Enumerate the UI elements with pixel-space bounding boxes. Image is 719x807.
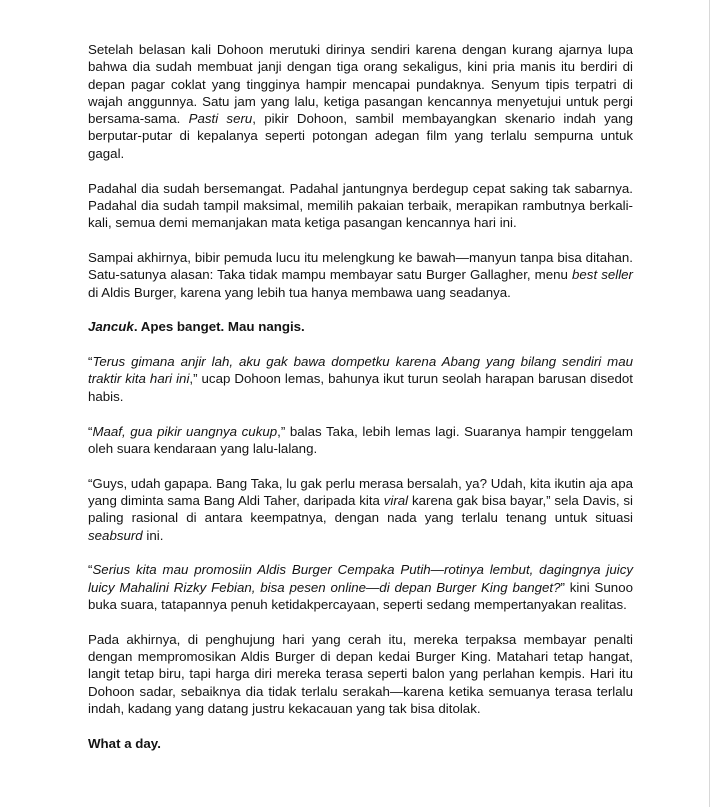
paragraph-8-text: ” kini Sunoo buka suara, tatapannya penuh ketidakpercayaan, seperti sedang mempertanyakan realitas.	[88, 579, 633, 612]
paragraph-7-italic-2: seabsurd	[88, 527, 143, 543]
paragraph-3	[88, 249, 633, 301]
paragraph-5-open-quote: “	[88, 354, 93, 370]
paragraph-1-italic: Pasti seru	[188, 111, 253, 127]
document-body	[88, 41, 633, 770]
paragraph-8-italic: Serius kita mau promosiin Aldis Burger Cempaka Putih—rotinya lembut, dagingnya juicy luicy Mahalini Rizky Febian, bisa pesen online—di depan Burger King banget?	[88, 562, 633, 595]
paragraph-7-dialogue	[88, 475, 633, 544]
page-edge-divider	[709, 0, 710, 807]
paragraph-6-text: ,” balas Taka, lebih lemas lagi. Suaranya hampir tenggelam oleh suara kendaraan yang lalu-lalang.	[88, 423, 633, 456]
paragraph-4-italic: Jancuk	[88, 319, 134, 335]
paragraph-3-italic: best seller	[572, 267, 633, 283]
paragraph-4-exclamation	[88, 318, 633, 335]
paragraph-9: Pada akhirnya, di penghujung hari yang cerah itu, mereka terpaksa membayar penalti dengan mempromosikan Aldis Burger di depan kedai Burger King. Matahari tetap hangat, langit tetap biru, tapi harga diri mereka terasa seperti balon yang perlahan kempis. Hari itu Dohoon sadar, sebaiknya dia tidak terlalu serakah—karena ketika semuanya terasa terlalu indah, kadang yang datang justru kekacauan yang tak bisa ditolak.	[88, 631, 633, 716]
paragraph-8-dialogue	[88, 561, 633, 613]
paragraph-1	[88, 41, 633, 162]
paragraph-8-open-quote: “	[88, 562, 93, 578]
paragraph-7-text-a: “Guys, udah gapapa. Bang Taka, lu gak perlu merasa bersalah, ya? Udah, kita ikutin aja apa yang diminta sama Bang Aldi Taher, daripada kita	[88, 475, 633, 508]
paragraph-3-text-b: di Aldis Burger, karena yang lebih tua hanya membawa uang seadanya.	[88, 284, 511, 300]
paragraph-2: Padahal dia sudah bersemangat. Padahal jantungnya berdegup cepat saking tak sabarnya. Padahal dia sudah tampil maksimal, memilih pakaian terbaik, merapikan rambutnya berkali-kali, semua demi memanjakan mata ketiga pasangan kencannya hari ini.	[88, 180, 633, 231]
paragraph-6-open-quote: “	[88, 423, 93, 439]
paragraph-6-italic: Maaf, gua pikir uangnya cukup	[92, 423, 278, 439]
paragraph-4-text: . Apes banget. Mau nangis.	[133, 319, 305, 335]
paragraph-5-italic: Terus gimana anjir lah, aku gak bawa dompetku karena Abang yang bilang sendiri mau traktir kita hari ini	[88, 354, 633, 387]
paragraph-6-dialogue	[88, 423, 633, 458]
paragraph-7-italic-1: viral	[383, 492, 409, 508]
paragraph-5-text: ,” ucap Dohoon lemas, bahunya ikut turun seolah harapan barusan disedot habis.	[88, 371, 633, 404]
paragraph-3-text-a: Sampai akhirnya, bibir pemuda lucu itu melengkung ke bawah—manyun tanpa bisa ditahan. Satu-satunya alasan: Taka tidak mampu membayar satu Burger Gallagher, menu	[88, 249, 633, 283]
closing-line: What a day.	[88, 735, 161, 751]
paragraph-7-text-b: karena gak bisa bayar,” sela Davis, si paling rasional di antara keempatnya, dengan nada yang terlalu tenang untuk situasi	[88, 492, 634, 526]
paragraph-1-text-b: , pikir Dohoon, sambil membayangkan skenario indah yang berputar-putar di kepalanya seperti potongan adegan film yang terlalu sempurna untuk gagal.	[88, 111, 633, 161]
paragraph-1-text-a: Setelah belasan kali Dohoon merutuki dirinya sendiri karena dengan kurang ajarnya lupa bahwa dia sudah membuat janji dengan tiga orang sekaligus, kini pria manis itu berdiri di depan pagar coklat yang tingginya hampir mencapai pundaknya. Senyum tipis terpatri di wajah anggunnya. Satu jam yang lalu, ketiga pasangan kencannya menyetujui untuk pergi bersama-sama.	[88, 42, 633, 127]
paragraph-7-text-c: ini.	[142, 527, 164, 543]
paragraph-5-dialogue	[88, 353, 633, 405]
